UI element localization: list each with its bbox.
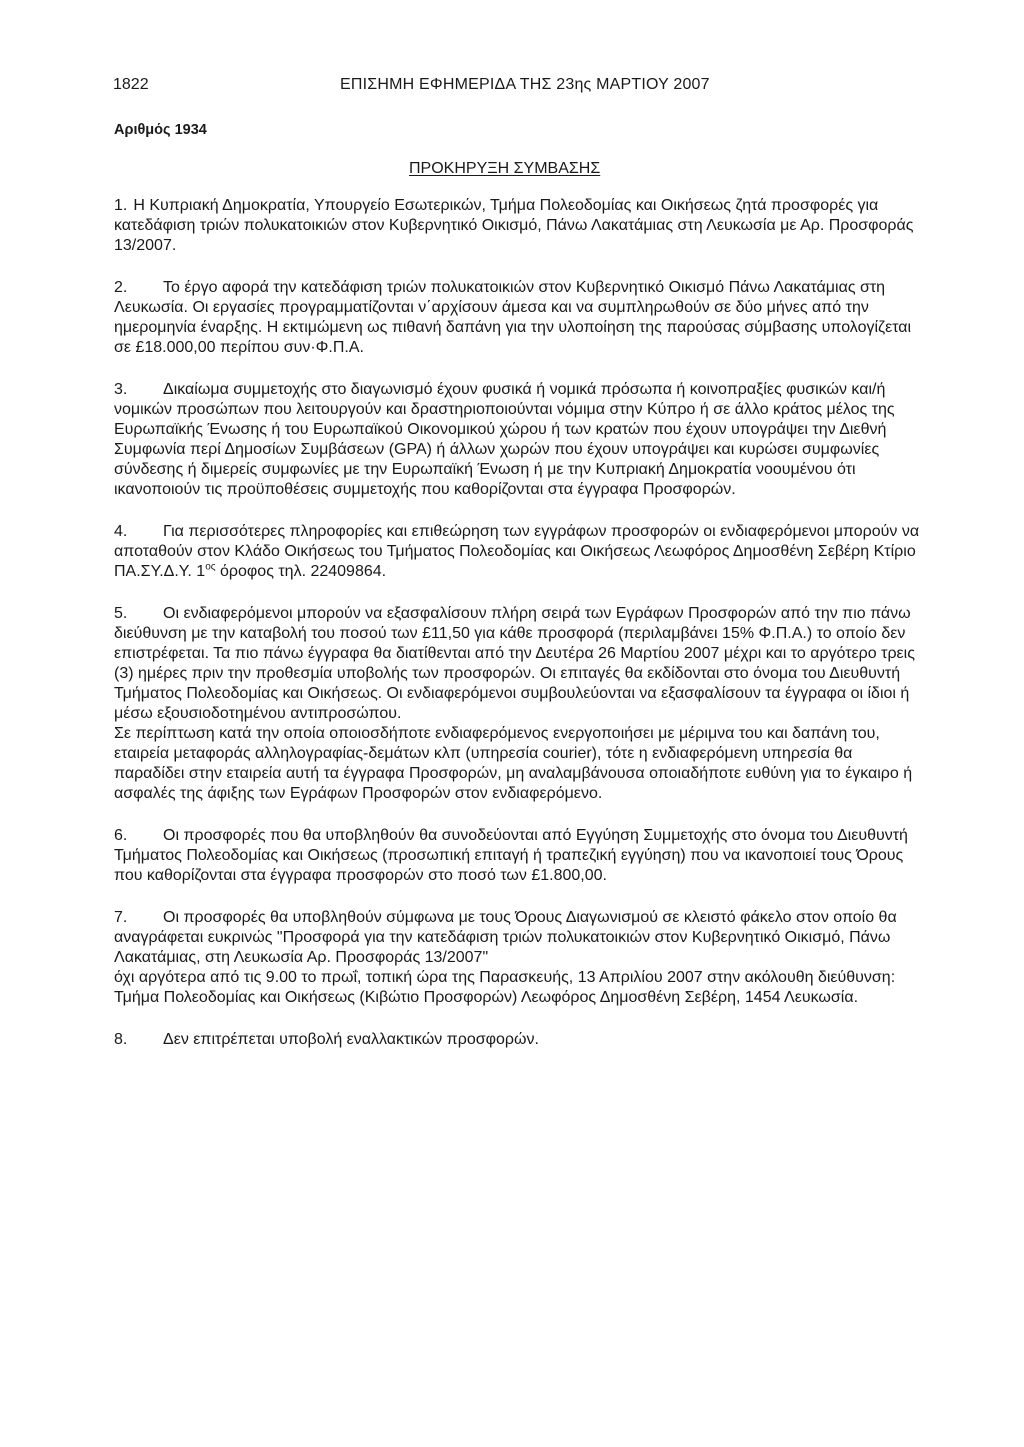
paragraph-text: Δικαίωμα συμμετοχής στο διαγωνισμό έχουν φυσικά ή νομικά πρόσωπα ή κοινοπραξίες φυσικών και/ή νομικών προσώπων που λειτουργούν και δραστηριοποιούνται νόμιμα στην Κύπρο ή σε άλλο κράτος μέλος της Ευρωπαϊκής Ένωσης ή του Ευρωπαϊκού Οικονομικού χώρου ή των κρατών που έχουν υπογράψει την Διεθνή Συμφωνία περί Δημοσίων Συμβάσεων (GPA) ή άλλων χωρών που έχουν υπογράψει και κυρώσει συμφωνίες σύνδεσης ή διμερείς συμφωνίες με την Ευρωπαϊκή Ένωση ή με την Κυπριακή Δημοκρατία νοουμένου ότι ικανοποιούν τις προϋποθέσεις συμμετοχής που καθορίζονται στα έγγραφα Προσφορών. xyxy=(114,381,895,498)
paragraph-text: Οι προσφορές που θα υποβληθούν θα συνοδεύονται από Εγγύηση Συμμετοχής στο όνομα του Διευθυντή Τμήματος Πολεοδομίας και Οικήσεως (προσωπική επιταγή ή τραπεζική εγγύηση) που να ικανοποιεί τους Όρους που καθορίζονται στα έγγραφα προσφορών στο ποσό των £1.800,00. xyxy=(114,827,908,884)
paragraph-text-continued: όροφος τηλ. 22409864. xyxy=(215,563,387,580)
paragraph-5 xyxy=(114,604,926,804)
paragraph-2 xyxy=(114,278,926,358)
paragraph-number: 4. xyxy=(114,523,128,540)
document-body xyxy=(114,196,926,1072)
paragraph-number: 3. xyxy=(114,381,128,398)
paragraph-4 xyxy=(114,522,926,582)
paragraph-number: 7. xyxy=(114,909,128,926)
paragraph-number: 2. xyxy=(114,279,128,296)
paragraph-number: 1. xyxy=(114,197,128,214)
gazette-title: ΕΠΙΣΗΜΗ ΕΦΗΜΕΡΙΔΑ ΤΗΣ 23ης ΜΑΡΤΙΟΥ 2007 xyxy=(340,76,710,93)
paragraph-number: 5. xyxy=(114,605,128,622)
paragraph-text-second: Σε περίπτωση κατά την οποία οποιοσδήποτε ενδιαφερόμενος ενεργοποιήσει με μέριμνα του και δαπάνη του, εταιρεία μεταφοράς αλληλογραφίας-δεμάτων κλπ (υπηρεσία courier), τότε η ενδιαφερόμενη υπηρεσία θα παραδίδει στην εταιρεία αυτή τα έγγραφα Προσφορών, μη αναλαμβάνουσα οποιαδήποτε ευθύνη για το έγκαιρο ή ασφαλές της άφιξης των Εγράφων Προσφορών στον ενδιαφερόμενο. xyxy=(114,725,913,802)
paragraph-text: Το έργο αφορά την κατεδάφιση τριών πολυκατοικιών στον Κυβερνητικό Οικισμό Πάνω Λακατάμιας στη Λευκωσία. Οι εργασίες προγραμματίζονται ν΄αρχίσουν άμεσα και να συμπληρωθούν σε δύο μήνες από την ημερομηνία έναρξης. Η εκτιμώμενη ως πιθανή δαπάνη για την υλοποίηση της παρούσας σύμβασης υπολογίζεται σε £18.000,00 περίπου συν·Φ.Π.Α. xyxy=(114,279,912,356)
paragraph-3 xyxy=(114,380,926,500)
paragraph-text: Οι προσφορές θα υποβληθούν σύμφωνα με τους Όρους Διαγωνισμού σε κλειστό φάκελο στον οποίο θα αναγράφεται ευκρινώς "Προσφορά για την κατεδάφιση τριών πολυκατοικιών στον Κυβερνητικό Οικισμό, Πάνω Λακατάμιας, στη Λευκωσία Αρ. Προσφοράς 13/2007" xyxy=(114,909,897,966)
page-number: 1822 xyxy=(113,76,149,93)
paragraph-6 xyxy=(114,826,926,886)
paragraph-text: Οι ενδιαφερόμενοι μπορούν να εξασφαλίσουν πλήρη σειρά των Εγράφων Προσφορών από την πιο πάνω διεύθυνση με την καταβολή του ποσού των £11,50 για κάθε προσφορά (περιλαμβάνει 15% Φ.Π.Α.) το οποίο δεν επιστρέφεται. Τα πιο πάνω έγγραφα θα διατίθενται από την Δευτέρα 26 Μαρτίου 2007 μέχρι και το αργότερο τρεις (3) ημέρες πριν την προθεσμία υποβολής των προσφορών. Οι επιταγές θα εκδίδονται στο όνομα του Διευθυντή Τμήματος Πολεοδομίας και Οικήσεως. Οι ενδιαφερόμενοι συμβουλεύονται να εξασφαλίσουν τα έγγραφα οι ίδιοι ή μέσω εξουσιοδοτημένου αντιπροσώπου. xyxy=(114,605,915,722)
paragraph-8 xyxy=(114,1030,926,1050)
page-header xyxy=(113,76,913,98)
paragraph-number: 6. xyxy=(114,827,128,844)
paragraph-text-second: όχι αργότερα από τις 9.00 το πρωΐ, τοπική ώρα της Παρασκευής, 13 Απριλίου 2007 στην ακόλουθη διεύθυνση: Τμήμα Πολεοδομίας και Οικήσεως (Κιβώτιο Προσφορών) Λεωφόρος Δημοσθένη Σεβέρη, 1454 Λευκωσία. xyxy=(114,969,896,1006)
paragraph-text: Για περισσότερες πληροφορίες και επιθεώρηση των εγγράφων προσφορών οι ενδιαφερόμενοι μπορούν να αποταθούν στον Κλάδο Οικήσεως του Τμήματος Πολεοδομίας και Οικήσεως Λεωφόρος Δημοσθένη Σεβέρη Κτίριο ΠΑ.ΣΥ.Δ.Υ. 1 xyxy=(114,523,920,580)
notice-number: Αριθμός 1934 xyxy=(114,122,207,138)
paragraph-text: Δεν επιτρέπεται υποβολή εναλλακτικών προσφορών. xyxy=(163,1031,539,1048)
paragraph-text: Η Κυπριακή Δημοκρατία, Υπουργείο Εσωτερικών, Τμήμα Πολεοδομίας και Οικήσεως ζητά προσφορές για κατεδάφιση τριών πολυκατοικιών στον Κυβερνητικό Οικισμό, Πάνω Λακατάμιας στη Λευκωσία με Αρ. Προσφοράς 13/2007. xyxy=(114,197,914,254)
paragraph-number: 8. xyxy=(114,1031,128,1048)
ordinal-superscript: ος xyxy=(205,561,216,573)
paragraph-1 xyxy=(114,196,926,256)
document-title: ΠΡΟΚΗΡΥΞΗ ΣΥΜΒΑΣΗΣ xyxy=(409,160,601,177)
paragraph-7 xyxy=(114,908,926,1008)
